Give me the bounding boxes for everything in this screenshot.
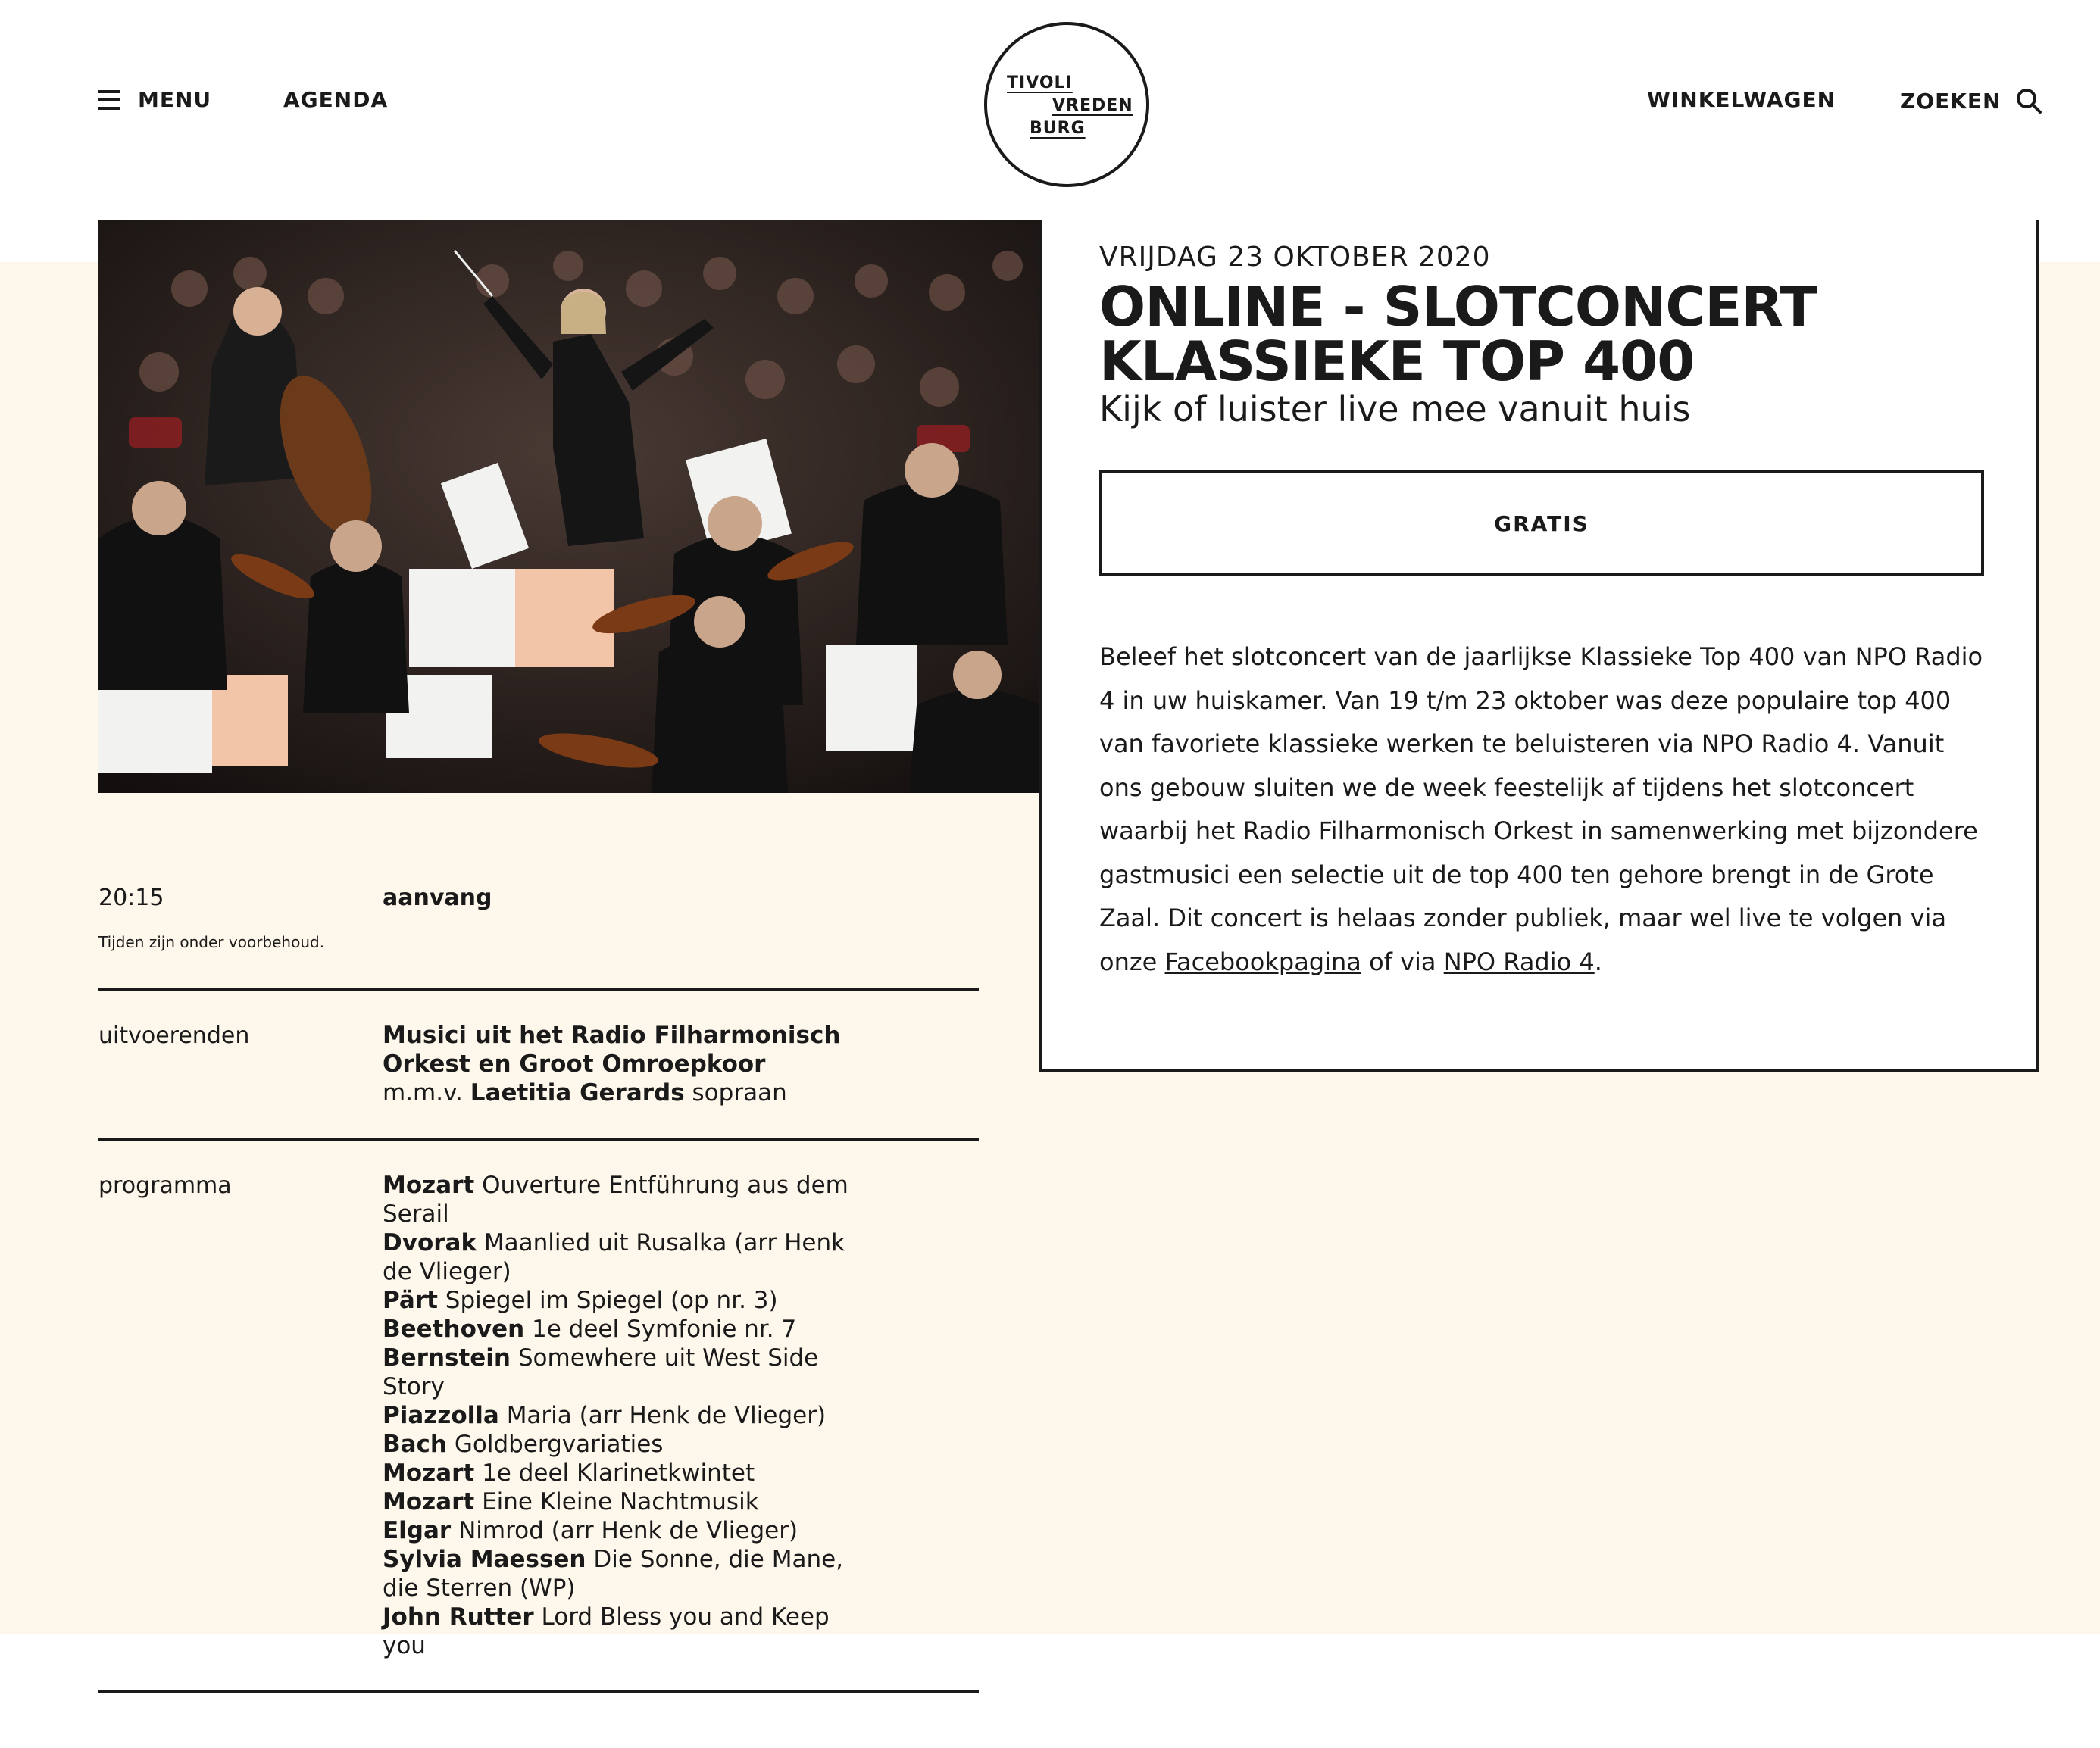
event-description	[1099, 635, 1993, 984]
event-date: VRIJDAG 23 OKTOBER 2020	[1099, 242, 1491, 273]
logo-line-2: VREDEN	[1052, 96, 1133, 115]
event-title-line-2: KLASSIEKE TOP 400	[1099, 329, 1695, 393]
work: Spiegel im Spiegel (op nr. 3)	[445, 1287, 778, 1314]
composer: Bach	[383, 1431, 447, 1458]
description-end: .	[1594, 947, 1602, 976]
work: Maria (arr Henk de Vlieger)	[506, 1402, 827, 1429]
work: Eine Kleine Nachtmusik	[482, 1488, 759, 1515]
menu-label: MENU	[138, 87, 212, 112]
program-item	[383, 1315, 867, 1344]
times-disclaimer: Tijden zijn onder voorbehoud.	[98, 933, 325, 951]
composer: John Rutter	[383, 1603, 534, 1631]
search-label: ZOEKEN	[1900, 88, 2002, 114]
program-item	[383, 1430, 867, 1459]
work: 1e deel Klarinetkwintet	[482, 1459, 755, 1487]
program-item	[383, 1171, 867, 1228]
composer: Mozart	[383, 1459, 475, 1487]
program-item	[383, 1516, 867, 1545]
program-label: programma	[98, 1172, 232, 1199]
composer: Pärt	[383, 1287, 438, 1314]
facebook-link[interactable]: Facebookpagina	[1164, 947, 1361, 976]
search-icon	[2015, 87, 2042, 114]
work: Nimrod (arr Henk de Vlieger)	[458, 1517, 798, 1544]
event-title-line-1: ONLINE - SLOTCONCERT	[1099, 275, 1817, 339]
performers-label: uitvoerenden	[98, 1022, 250, 1049]
description-connector: of via	[1361, 947, 1444, 976]
composer: Elgar	[383, 1517, 452, 1544]
composer: Dvorak	[383, 1229, 477, 1256]
work: Somewhere uit West Side Story	[383, 1344, 819, 1400]
mmv-text: m.m.v.	[383, 1079, 463, 1107]
search-button[interactable]	[1900, 87, 2042, 114]
event-title	[1099, 275, 1817, 393]
divider	[98, 988, 979, 991]
program-list	[383, 1171, 867, 1660]
work: 1e deel Symfonie nr. 7	[532, 1316, 797, 1343]
concert-photo	[98, 220, 1041, 793]
event-subtitle: Kijk of luister live mee vanuit huis	[1099, 389, 1691, 429]
soloist-role: sopraan	[692, 1079, 787, 1107]
program-item	[383, 1545, 867, 1603]
event-details-panel	[1039, 220, 2039, 1072]
program-item	[383, 1487, 867, 1516]
divider	[98, 1138, 979, 1141]
work: Ouverture Entführung aus dem Serail	[383, 1172, 848, 1228]
performers-list	[383, 1021, 867, 1107]
work: Lord Bless you and Keep you	[383, 1603, 830, 1659]
start-label: aanvang	[383, 885, 492, 911]
composer: Bernstein	[383, 1344, 511, 1372]
free-ticket-button[interactable]: GRATIS	[1099, 470, 1984, 576]
program-item	[383, 1344, 867, 1401]
program-item	[383, 1401, 867, 1430]
performers-line-2: Orkest en Groot Omroepkoor	[383, 1050, 766, 1078]
logo-line-3: BURG	[1030, 119, 1086, 138]
work: Maanlied uit Rusalka (arr Henk de Vlieger)	[383, 1229, 845, 1285]
start-time: 20:15	[98, 885, 164, 911]
divider	[98, 1690, 979, 1693]
program-item	[383, 1603, 867, 1660]
composer: Beethoven	[383, 1316, 525, 1343]
work: Goldbergvariaties	[454, 1431, 664, 1458]
composer: Mozart	[383, 1488, 475, 1515]
tivoli-vredenburg-logo[interactable]	[984, 22, 1149, 187]
performers-line-1: Musici uit het Radio Filharmonisch	[383, 1022, 841, 1049]
menu-button[interactable]	[98, 87, 211, 112]
description-text: Beleef het slotconcert van de jaarlijkse Klassieke Top 400 van NPO Radio 4 in uw huiskamer. Van 19 t/m 23 oktober was deze populaire top 400 van favoriete klassieke werken te beluisteren via NPO Radio 4. Vanuit ons gebouw sluiten we de week feestelijk af tijdens het slotconcert waarbij het Radio Filharmonisch Orkest in samenwerking met bijzondere gastmusici een selectie uit de top 400 ten gehore brengt in de Grote Zaal. Dit concert is helaas zonder publiek, maar wel live te volgen via onze	[1099, 642, 1983, 976]
hamburger-icon	[98, 90, 120, 110]
program-item	[383, 1228, 867, 1286]
logo-line-1: TIVOLI	[1007, 73, 1073, 92]
work: Die Sonne, die Mane, die Sterren (WP)	[383, 1546, 844, 1602]
cart-link[interactable]: WINKELWAGEN	[1647, 87, 1836, 112]
npo-radio-4-link[interactable]: NPO Radio 4	[1443, 947, 1595, 976]
program-item	[383, 1286, 867, 1315]
agenda-link[interactable]: AGENDA	[283, 87, 389, 112]
soloist-name: Laetitia Gerards	[470, 1079, 685, 1107]
composer: Sylvia Maessen	[383, 1546, 586, 1573]
composer: Mozart	[383, 1172, 475, 1199]
composer: Piazzolla	[383, 1402, 499, 1429]
program-item	[383, 1459, 867, 1487]
